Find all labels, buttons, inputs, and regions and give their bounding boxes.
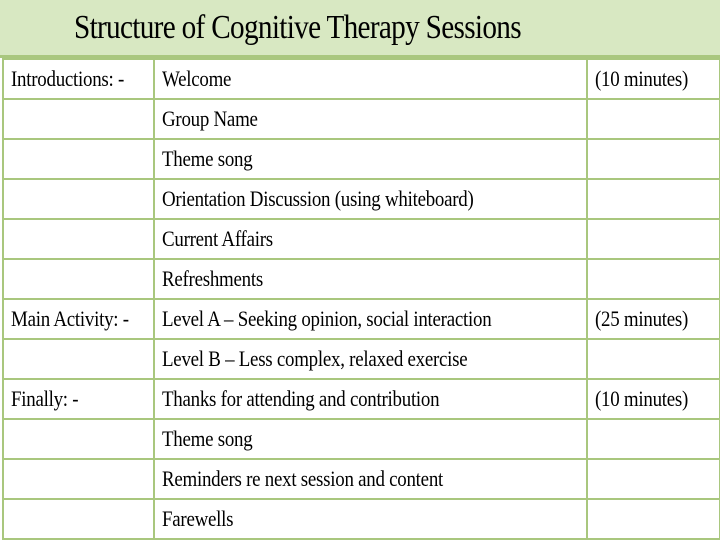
activity-cell-text: Level B – Less complex, relaxed exercise bbox=[162, 346, 468, 371]
activity-cell-text: Theme song bbox=[162, 146, 253, 171]
section-cell-text: Main Activity: - bbox=[11, 306, 129, 331]
activity-cell-text: Current Affairs bbox=[162, 226, 273, 251]
section-cell bbox=[3, 379, 154, 419]
activity-cell bbox=[154, 219, 587, 259]
duration-cell bbox=[587, 459, 720, 499]
section-cell bbox=[3, 499, 154, 539]
session-structure-table bbox=[2, 58, 720, 540]
duration-cell bbox=[587, 419, 720, 459]
duration-cell-text: (25 minutes) bbox=[595, 306, 689, 331]
duration-cell bbox=[587, 499, 720, 539]
duration-cell bbox=[587, 99, 720, 139]
activity-cell bbox=[154, 379, 587, 419]
activity-cell bbox=[154, 99, 587, 139]
duration-cell-text: (10 minutes) bbox=[595, 66, 689, 91]
activity-cell bbox=[154, 59, 587, 99]
table-row bbox=[3, 139, 720, 179]
title-band bbox=[0, 0, 720, 58]
activity-cell bbox=[154, 419, 587, 459]
section-cell bbox=[3, 59, 154, 99]
section-cell bbox=[3, 299, 154, 339]
activity-cell-text: Orientation Discussion (using whiteboard) bbox=[162, 186, 474, 211]
table-row bbox=[3, 459, 720, 499]
section-cell bbox=[3, 179, 154, 219]
activity-cell bbox=[154, 339, 587, 379]
duration-cell bbox=[587, 179, 720, 219]
activity-cell-text: Theme song bbox=[162, 426, 253, 451]
table-row bbox=[3, 99, 720, 139]
activity-cell bbox=[154, 179, 587, 219]
section-cell bbox=[3, 459, 154, 499]
activity-cell-text: Reminders re next session and content bbox=[162, 466, 444, 491]
table-row bbox=[3, 419, 720, 459]
activity-cell-text: Level A – Seeking opinion, social interaction bbox=[162, 306, 492, 331]
section-cell bbox=[3, 259, 154, 299]
table-row bbox=[3, 179, 720, 219]
activity-cell-text: Thanks for attending and contribution bbox=[162, 386, 440, 411]
table-row bbox=[3, 379, 720, 419]
activity-cell-text: Welcome bbox=[162, 66, 232, 91]
table-row bbox=[3, 59, 720, 99]
duration-cell bbox=[587, 259, 720, 299]
section-cell bbox=[3, 419, 154, 459]
section-cell bbox=[3, 219, 154, 259]
activity-cell bbox=[154, 299, 587, 339]
activity-cell-text: Group Name bbox=[162, 106, 258, 131]
duration-cell-text: (10 minutes) bbox=[595, 386, 689, 411]
table-body bbox=[3, 59, 720, 539]
table-row bbox=[3, 499, 720, 539]
duration-cell bbox=[587, 299, 720, 339]
table-row bbox=[3, 219, 720, 259]
duration-cell bbox=[587, 339, 720, 379]
section-cell-text: Introductions: - bbox=[11, 66, 125, 91]
slide-title: Structure of Cognitive Therapy Sessions bbox=[74, 9, 521, 46]
table-row bbox=[3, 339, 720, 379]
activity-cell bbox=[154, 459, 587, 499]
table-row bbox=[3, 299, 720, 339]
activity-cell bbox=[154, 499, 587, 539]
section-cell bbox=[3, 139, 154, 179]
section-cell bbox=[3, 99, 154, 139]
activity-cell-text: Refreshments bbox=[162, 266, 263, 291]
table-row bbox=[3, 259, 720, 299]
duration-cell bbox=[587, 59, 720, 99]
activity-cell bbox=[154, 139, 587, 179]
section-cell bbox=[3, 339, 154, 379]
duration-cell bbox=[587, 219, 720, 259]
duration-cell bbox=[587, 139, 720, 179]
activity-cell bbox=[154, 259, 587, 299]
section-cell-text: Finally: - bbox=[11, 386, 79, 411]
activity-cell-text: Farewells bbox=[162, 506, 234, 531]
duration-cell bbox=[587, 379, 720, 419]
